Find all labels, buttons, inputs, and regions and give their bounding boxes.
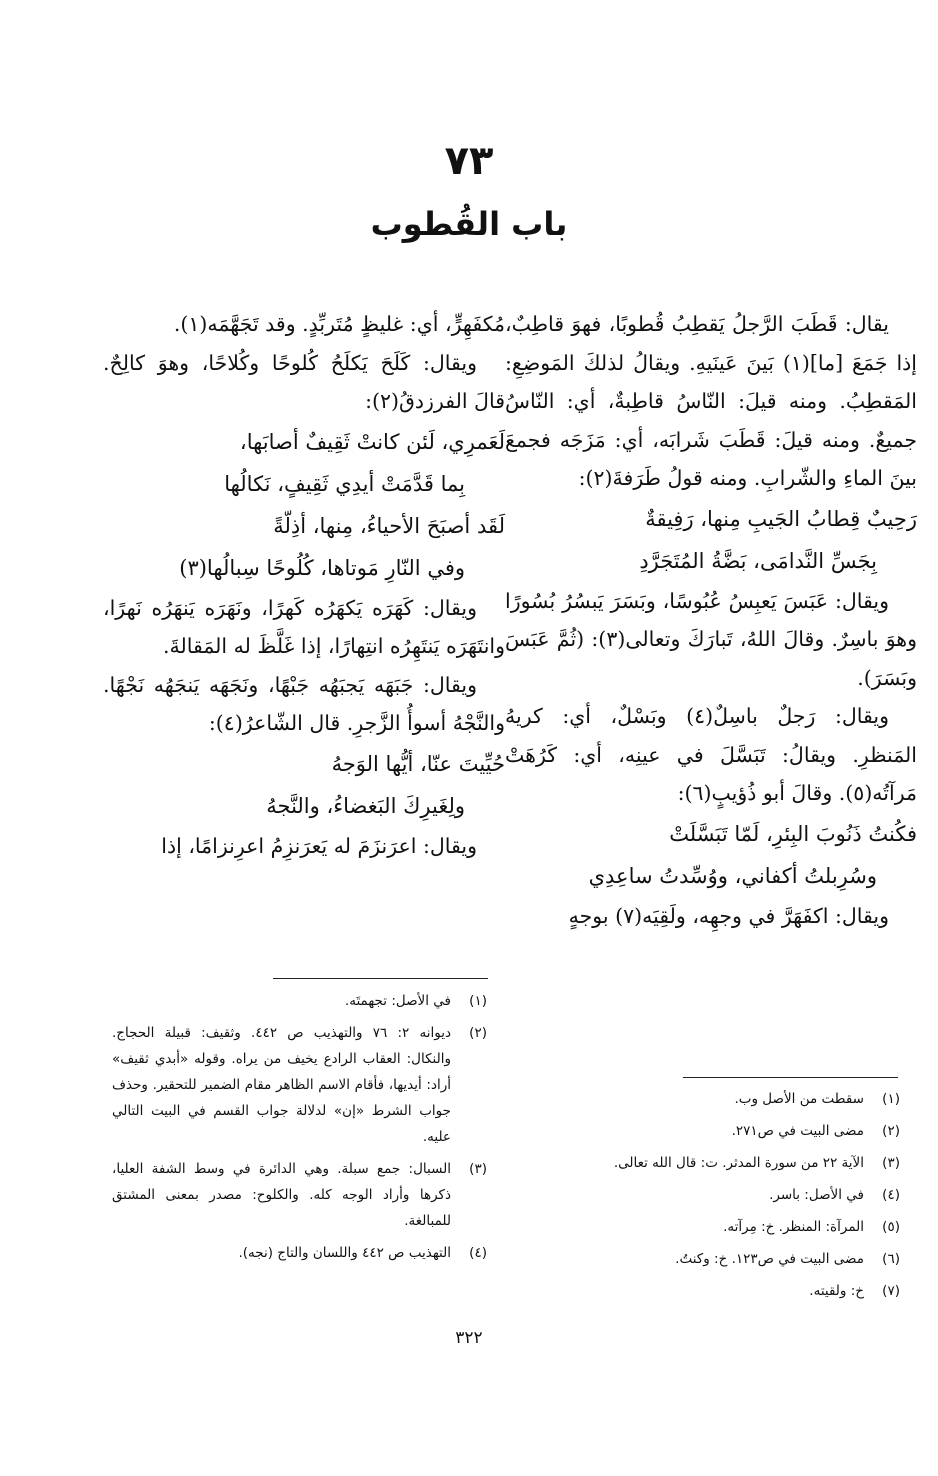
- verse-first-hemistich: لَعَمرِي، لَئن كانتْ ثَقِيفٌ أصابَها،: [239, 429, 505, 454]
- paragraph: مُكفَهِرٍّ، أي: غليظٍ مُتَربِّدٍ. وقد تَجَهَّمَه(١).: [173, 312, 505, 336]
- footnote-number: (٧): [882, 1283, 900, 1299]
- footnote-number: (١): [882, 1091, 900, 1107]
- footnote: [112, 1156, 487, 1234]
- footnote-divider: [273, 978, 488, 979]
- footnote-text: السبال: جمع سبلة. وهي الدائرة في وسط الشفة العليا، ذكرها وأراد الوجه كله. والكلوح: مصدر بمعنى المشتق للمبالغة.: [112, 1161, 451, 1229]
- footnote: [520, 1150, 900, 1176]
- paragraph: ويقال: عَبَسَ يَعبِسُ عُبُوسًا، وبَسَرَ يَبسُرُ بُسُورًا وهوَ باسِرٌ. وقالَ اللهُ، تَبارَكَ وتعالى(٣): (ثُمَّ عَبَسَ وبَسَرَ).: [505, 588, 917, 690]
- footnote: [520, 1246, 900, 1272]
- paragraph: يقال: قَطَبَ الرَّجلُ يَقطِبُ قُطوبًا، فهوَ قاطِبٌ، إذا جَمَعَ [ما](١) بَينَ عَينَيهِ. ويقالُ لذلكَ المَوضِعِ: المَقطِبُ. ومنه قيلَ: النّاسُ قاطِبةٌ، أي: النّاسُ جميعٌ. ومنه قيلَ: قَطَبَ شَرابَه، أي: مَزَجَه فجمعَ بينَ الماءِ والشّرابِ. ومنه قولُ طَرَفةَ(٢):: [505, 312, 917, 490]
- footnote: [112, 1240, 487, 1266]
- chapter-number: ٧٣: [444, 138, 494, 184]
- footnote: [520, 1278, 900, 1304]
- paragraph: ويقال: رَجلٌ باسِلٌ(٤) وبَسْلٌ، أي: كريهُ المَنظرِ. ويقالُ: تَبَسَّلَ في عينِه، أي: كَرُهَتْ مَرآتُه(٥). وقالَ أبو ذُؤيبٍ(٦):: [505, 704, 917, 805]
- paragraph: ويقال: كَهَرَه يَكهَرُه كَهرًا، ونَهَرَه يَنهَرُه نَهرًا، وانتَهَرَه يَنتَهِرُه انتِهارًا، إذا غَلَّظَ له المَقالةَ.: [103, 595, 505, 658]
- footnote-text: المرآة: المنظر. خ: مِرآته.: [723, 1219, 864, 1235]
- footnote-number: (٣): [882, 1155, 900, 1171]
- footnote-number: (٤): [469, 1245, 487, 1261]
- footnote: [112, 988, 487, 1014]
- footnote-number: (٢): [469, 1025, 487, 1041]
- footnote: [520, 1086, 900, 1112]
- footnote: [520, 1214, 900, 1240]
- footnote-divider: [683, 1077, 898, 1078]
- verse-first-hemistich: رَحِيبٌ قِطابُ الجَيبِ مِنها، رَفِيقةٌ: [645, 506, 917, 531]
- verse-second-hemistich: بِجَسِّ النَّدامَى، بَضَّةُ المُتَجَرَّدِ: [639, 548, 877, 573]
- paragraph: ويقال: جَبَهَه يَجبَهُه جَبْهًا، ونَجَهَه يَنجَهُه نَجْهًا. والنَّجْهُ أسوأُ الزَّجرِ. قال الشّاعرُ(٤):: [103, 672, 505, 735]
- chapter-title: باب القُطوب: [370, 205, 568, 243]
- footnote: [520, 1118, 900, 1144]
- verse-first-hemistich: فكُنتُ ذَنُوبَ البِئرِ، لَمّا تَبَسَّلَتْ: [669, 821, 917, 846]
- paragraph: ويقال: اكفَهَرَّ في وجهِه، ولَقِيَه(٧) بوجهٍ: [568, 903, 889, 928]
- right-footnotes: [520, 1086, 900, 1310]
- footnote-text: مضى البيت في ص١٢٣. خ: وكنتُ.: [675, 1251, 864, 1267]
- footnote-number: (٣): [469, 1161, 487, 1177]
- page-number: ٣٢٢: [455, 1328, 483, 1348]
- left-text-column: [103, 305, 505, 865]
- footnote: [112, 1020, 487, 1150]
- left-footnotes: [112, 988, 487, 1272]
- verse-first-hemistich: حُيِّيتَ عنّا، أيُّها الوَجهُ: [331, 751, 505, 776]
- footnote-text: سقطت من الأصل وب.: [734, 1091, 864, 1107]
- verse-first-hemistich: لَقَد أصبَحَ الأحياءُ، مِنها، أذِلّةً: [273, 513, 505, 538]
- paragraph: ويقال: كَلَحَ يَكلَحُ كُلوحًا وكُلاحًا، وهوَ كالِحٌ. قالَ الفرزدقُ(٢):: [103, 350, 505, 413]
- footnote-number: (٢): [882, 1123, 900, 1139]
- verse-second-hemistich: بِما قَدَّمَتْ أيدِي ثَقِيفٍ، نَكالُها: [224, 471, 465, 496]
- footnote: [520, 1182, 900, 1208]
- right-text-column: [505, 305, 917, 935]
- footnote-number: (٥): [882, 1219, 900, 1235]
- paragraph: ويقال: اعرَنزَمَ له يَعرَنزِمُ اعرِنزامًا، إذا: [161, 833, 477, 858]
- verse-second-hemistich: ولِغَيرِكَ البَغضاءُ، والنَّجهُ: [266, 793, 465, 818]
- footnote-text: في الأصل: باسر.: [769, 1187, 864, 1203]
- footnote-text: الآية ٢٢ من سورة المدثر. ت: قال الله تعالى.: [613, 1155, 864, 1171]
- footnote-number: (٦): [882, 1251, 900, 1267]
- footnote-text: التهذيب ص ٤٤٢ واللسان والتاج (نجه).: [238, 1245, 451, 1261]
- footnote-text: في الأصل: تجهمتَه.: [344, 993, 451, 1009]
- footnote-text: خ: ولقيته.: [809, 1283, 864, 1299]
- footnote-number: (٤): [882, 1187, 900, 1203]
- verse-second-hemistich: وفي النّارِ مَوتاها، كُلُوحًا سِبالُها(٣): [179, 555, 465, 580]
- footnote-text: مضى البيت في ص٢٧١.: [731, 1123, 864, 1139]
- footnote-number: (١): [469, 993, 487, 1009]
- footnote-text: ديوانه ٢: ٧٦ والتهذيب ص ٤٤٢. وثقيف: قبيلة الحجاج. والنكال: العقاب الرادع يخيف من يراه. وقوله «أبدي ثقيف» أراد: أيديها، فأقام الاسم الظاهر مقام الضمير للتحقير. وحذف جواب الشرط «إن» لدلالة جواب القسم في البيت التالي عليه.: [112, 1025, 451, 1145]
- verse-second-hemistich: وسُرِبلتُ أكفاني، ووُسِّدتُ ساعِدِي: [588, 863, 877, 888]
